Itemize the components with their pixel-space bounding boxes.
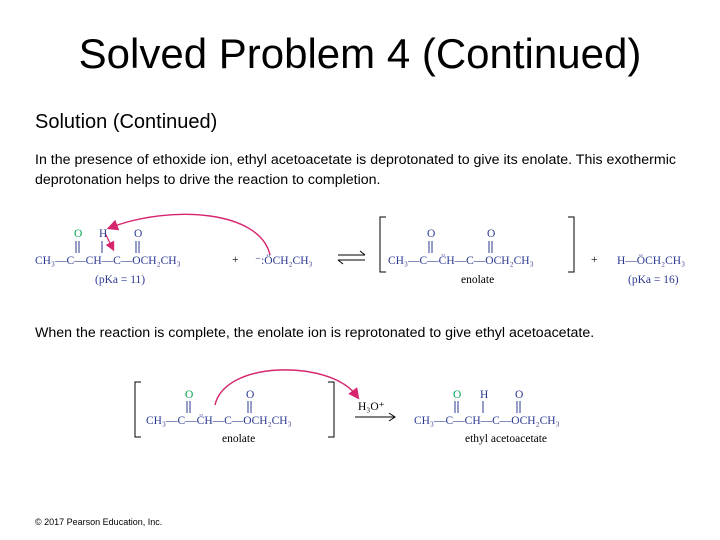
product-oxygen-1: O (453, 389, 462, 401)
explanation-paragraph-2: When the reaction is complete, the enolate ion is reprotonated to give ethyl acetoacetate. (35, 325, 595, 341)
enolate-formula-2: CH₃—C—C̈H—C—OCH₂CH₃ (146, 415, 292, 427)
enolate-oxygen-2: O (487, 228, 496, 240)
plus-sign-2: + (591, 254, 598, 266)
ethanol-formula: H—ÖCH₂CH₃ (617, 255, 686, 267)
product-label: ethyl acetoacetate (465, 433, 548, 445)
product-oxygen-2: O (515, 389, 524, 401)
left-pka-label: (pKa = 11) (95, 274, 146, 286)
reprotonation-arrow (215, 370, 356, 405)
copyright-notice: © 2017 Pearson Education, Inc. (35, 517, 163, 527)
product-formula: CH₃—C—CH—C—OCH₂CH₃ (414, 415, 560, 427)
explanation-paragraph-1: In the presence of ethoxide ion, ethyl acetoacetate is deprotonated to give its enolate. This exothermic deprotonation helps to drive the reaction to completion. (35, 152, 676, 188)
reprotonation-scheme (0, 355, 720, 450)
enolate-label-2: enolate (222, 433, 256, 445)
enolate-oxygen-3: O (185, 389, 194, 401)
right-pka-label: (pKa = 16) (628, 274, 679, 286)
enolate-formula: CH₃—C—C̈H—C—OCH₂CH₃ (388, 255, 534, 267)
enolate-oxygen-4: O (246, 389, 255, 401)
ethoxide-formula: ⁻:ÖCH₂CH₃ (255, 255, 313, 267)
ketone-oxygen: O (74, 228, 83, 240)
product-hydrogen: H (480, 389, 489, 401)
enolate-label: enolate (461, 274, 495, 286)
alpha-hydrogen: H (99, 228, 108, 240)
enolate-oxygen-1: O (427, 228, 436, 240)
ester-oxygen: O (134, 228, 143, 240)
slide-subtitle: Solution (Continued) (35, 111, 218, 133)
plus-sign-1: + (232, 254, 239, 266)
deprotonation-scheme (0, 205, 720, 300)
hydronium-reagent: H₃O⁺ (358, 401, 385, 413)
slide-title: Solved Problem 4 (Continued) (78, 30, 642, 77)
ethyl-acetoacetate-formula: CH₃—C—CH—C—OCH₂CH₃ (35, 255, 181, 267)
